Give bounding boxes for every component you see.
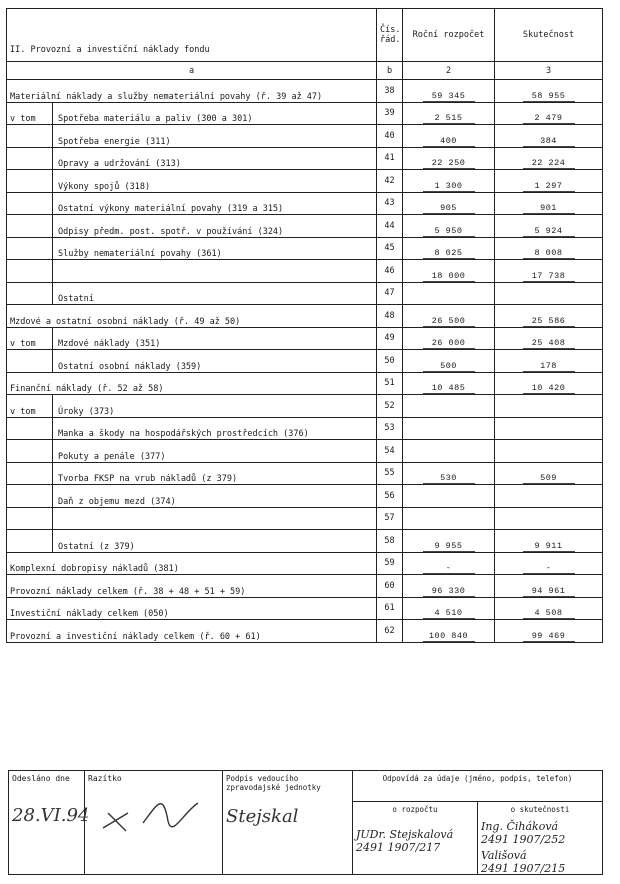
row-actual-value-cell (495, 597, 603, 620)
table-row (7, 125, 603, 148)
row-label: Spotřeba materiálu a paliv (300 a 301) (58, 114, 253, 124)
row-label-cell (7, 462, 377, 485)
table-row (7, 192, 603, 215)
row-number: 60 (377, 575, 403, 598)
table-row (7, 170, 603, 193)
row-label-cell (7, 305, 377, 328)
row-label-cell (7, 260, 377, 283)
row-actual-value: 384 (523, 136, 575, 147)
row-number: 44 (377, 215, 403, 238)
row-budget-value: 10 485 (423, 383, 475, 394)
row-actual-value-cell (495, 462, 603, 485)
section-title: II. Provozní a investiční náklady fondu (7, 9, 377, 62)
row-actual-value: 17 738 (523, 271, 575, 282)
row-budget-value-cell (403, 102, 495, 125)
row-number: 52 (377, 395, 403, 418)
row-budget-value: 22 250 (423, 158, 475, 169)
row-budget-value: 4 510 (423, 608, 475, 619)
row-prefix (7, 350, 53, 372)
row-budget-value-cell (403, 507, 495, 530)
row-label: Tvorba FKSP na vrub nákladů (z 379) (58, 474, 238, 484)
row-budget-value: 9 955 (423, 541, 475, 552)
table-row (7, 530, 603, 553)
row-label: Provozní a investiční náklady celkem (ř. 60 + 61) (10, 631, 261, 642)
row-number: 43 (377, 192, 403, 215)
row-budget-value-cell (403, 372, 495, 395)
row-actual-value-cell (495, 260, 603, 283)
row-actual-value: 509 (523, 473, 575, 484)
row-actual-value: 22 224 (523, 158, 575, 169)
row-label-cell (7, 372, 377, 395)
row-budget-value-cell (403, 350, 495, 373)
table-row (7, 215, 603, 238)
row-label: Mzdové a ostatní osobní náklady (ř. 49 až 50) (10, 316, 241, 327)
table-body (7, 80, 603, 643)
row-number: 47 (377, 282, 403, 305)
row-actual-value-cell (495, 80, 603, 103)
row-budget-value: 1 300 (423, 181, 475, 192)
row-label: Ostatní osobní náklady (359) (58, 361, 202, 372)
row-budget-value-cell (403, 125, 495, 148)
row-label-cell (7, 507, 377, 530)
table-row (7, 485, 603, 508)
table-row (7, 237, 603, 260)
row-label: Ostatní (58, 294, 94, 304)
row-budget-value-cell (403, 485, 495, 508)
table-row (7, 350, 603, 373)
row-budget-value: 59 345 (423, 91, 475, 102)
row-actual-value-cell (495, 327, 603, 350)
row-actual-value-cell (495, 417, 603, 440)
sent-date-label: Odesláno dne (12, 774, 70, 783)
row-label: Ostatní (z 379) (58, 541, 135, 552)
row-budget-value-cell (403, 327, 495, 350)
table-row (7, 395, 603, 418)
row-budget-value-cell (403, 417, 495, 440)
row-actual-value-cell (495, 237, 603, 260)
table-row (7, 372, 603, 395)
actual-responsible-phone: 2491 1907/252 (481, 833, 566, 846)
row-prefix (7, 530, 53, 552)
row-actual-value-cell (495, 485, 603, 508)
row-prefix (7, 418, 53, 440)
row-budget-value: 8 025 (423, 248, 475, 259)
actual-responsible-name-2: Vališová (481, 849, 527, 862)
row-actual-value: 94 961 (523, 586, 575, 597)
row-label-cell (7, 597, 377, 620)
row-actual-value-cell (495, 305, 603, 328)
row-label: Spotřeba energie (311) (58, 136, 171, 147)
row-prefix (7, 238, 53, 260)
row-number: 46 (377, 260, 403, 283)
sent-date-value: 28.VI.94 (12, 805, 90, 826)
row-actual-value-cell (495, 147, 603, 170)
row-prefix (7, 170, 53, 192)
row-number: 41 (377, 147, 403, 170)
row-budget-value-cell (403, 237, 495, 260)
row-budget-value-cell (403, 462, 495, 485)
budget-responsible-label: o rozpočtu (392, 805, 438, 814)
row-actual-value-cell (495, 215, 603, 238)
row-prefix (7, 440, 53, 462)
row-actual-value-cell (495, 575, 603, 598)
row-actual-value-cell (495, 440, 603, 463)
budget-responsible-phone: 2491 1907/217 (356, 841, 441, 854)
row-budget-value: 530 (423, 473, 475, 484)
row-budget-value: 500 (423, 361, 475, 372)
column-header-actual: Skutečnost (495, 9, 603, 62)
row-budget-value-cell (403, 597, 495, 620)
row-label-cell (7, 125, 377, 148)
column-letter-a: a (7, 62, 377, 80)
row-actual-value: 25 408 (523, 338, 575, 349)
row-actual-value-cell (495, 170, 603, 193)
row-label-cell (7, 485, 377, 508)
column-header-budget: Roční rozpočet (403, 9, 495, 62)
row-label: Služby nemateriální povahy (361) (58, 249, 222, 259)
row-number: 54 (377, 440, 403, 463)
table-row (7, 507, 603, 530)
row-actual-value: 99 469 (523, 631, 575, 642)
row-label-cell (7, 102, 377, 125)
row-actual-value-cell (495, 372, 603, 395)
row-budget-value-cell (403, 440, 495, 463)
cost-table (6, 8, 603, 643)
column-letter-b: b (377, 62, 403, 80)
actual-responsible-label: o skutečnosti (510, 805, 570, 814)
row-label: Investiční náklady celkem (050) (10, 609, 169, 619)
row-label-cell (7, 552, 377, 575)
column-letter-row (7, 62, 603, 80)
row-number: 62 (377, 620, 403, 643)
row-prefix (7, 260, 53, 282)
column-letter-2: 2 (403, 62, 495, 80)
responsible-cell (353, 771, 603, 875)
row-budget-value: - (423, 563, 475, 574)
row-actual-value-cell (495, 192, 603, 215)
row-budget-value: 100 840 (423, 631, 475, 642)
row-actual-value-cell (495, 507, 603, 530)
row-label: Mzdové náklady (351) (58, 339, 161, 349)
row-label: Daň z objemu mezd (374) (58, 496, 176, 507)
table-row (7, 440, 603, 463)
actual-responsible-name: Ing. Čiháková (481, 820, 559, 833)
table-row (7, 327, 603, 350)
head-signature-cell (223, 771, 353, 875)
row-actual-value: 901 (523, 203, 575, 214)
row-budget-value-cell (403, 215, 495, 238)
head-signature-label: Podpis vedoucího zpravodajské jednotky (226, 774, 321, 792)
row-number: 55 (377, 462, 403, 485)
row-actual-value-cell (495, 620, 603, 643)
row-prefix: v tom (7, 395, 53, 417)
row-actual-value: 10 420 (523, 383, 575, 394)
row-label: Úroky (373) (58, 406, 115, 417)
stamp-label: Razítko (88, 774, 122, 783)
table-row (7, 552, 603, 575)
table-row (7, 462, 603, 485)
actual-responsible-phone-2: 2491 1907/215 (481, 862, 566, 875)
row-number: 56 (377, 485, 403, 508)
row-actual-value-cell (495, 350, 603, 373)
row-prefix: v tom (7, 328, 53, 350)
row-number: 48 (377, 305, 403, 328)
row-label-cell (7, 350, 377, 373)
row-prefix (7, 193, 53, 215)
row-budget-value: 96 330 (423, 586, 475, 597)
row-budget-value: 905 (423, 203, 475, 214)
row-number: 38 (377, 80, 403, 103)
head-signature-value: Stejskal (226, 806, 299, 827)
row-prefix: v tom (7, 103, 53, 125)
row-actual-value: 2 479 (523, 113, 575, 124)
row-label-cell (7, 147, 377, 170)
row-number: 39 (377, 102, 403, 125)
row-number: 49 (377, 327, 403, 350)
stamp-scribble-icon (88, 783, 208, 843)
row-label: Odpisy předm. post. spotř. v používání (324) (58, 226, 284, 237)
row-actual-value-cell (495, 282, 603, 305)
sent-date-cell (9, 771, 90, 875)
row-label-cell (7, 620, 377, 643)
stamp-cell (85, 771, 223, 875)
row-label-cell (7, 237, 377, 260)
row-budget-value-cell (403, 575, 495, 598)
row-label-cell (7, 215, 377, 238)
row-actual-value: 1 297 (523, 181, 575, 192)
column-header-row-number: Čís. řád. (377, 9, 403, 62)
row-number: 42 (377, 170, 403, 193)
row-label: Finanční náklady (ř. 52 až 58) (10, 384, 164, 394)
row-budget-value: 26 500 (423, 316, 475, 327)
column-letter-3: 3 (495, 62, 603, 80)
row-prefix (7, 125, 53, 147)
row-budget-value: 2 515 (423, 113, 475, 124)
table-row (7, 597, 603, 620)
row-budget-value-cell (403, 170, 495, 193)
row-number: 57 (377, 507, 403, 530)
row-actual-value-cell (495, 552, 603, 575)
row-actual-value: 178 (523, 361, 575, 372)
table-header-row (7, 9, 603, 62)
row-actual-value: 9 911 (523, 541, 575, 552)
footer-table (8, 770, 603, 875)
row-label-cell (7, 282, 377, 305)
row-label: Manka a škody na hospodářských prostředcích (376) (58, 429, 309, 439)
table-row (7, 575, 603, 598)
row-number: 45 (377, 237, 403, 260)
row-actual-value: - (523, 563, 575, 574)
table-row (7, 282, 603, 305)
table-row (7, 620, 603, 643)
row-number: 58 (377, 530, 403, 553)
row-label: Opravy a udržování (313) (58, 159, 181, 169)
row-prefix (7, 508, 53, 530)
row-actual-value-cell (495, 530, 603, 553)
row-number: 51 (377, 372, 403, 395)
row-prefix (7, 215, 53, 237)
row-label-cell (7, 417, 377, 440)
responsible-label: Odpovídá za údaje (jméno, podpis, telefon) (353, 771, 602, 802)
row-label-cell (7, 575, 377, 598)
row-number: 40 (377, 125, 403, 148)
row-label: Pokuty a penále (377) (58, 451, 166, 462)
row-actual-value-cell (495, 125, 603, 148)
table-row (7, 80, 603, 103)
row-prefix (7, 283, 53, 305)
row-label-cell (7, 327, 377, 350)
row-label-cell (7, 395, 377, 418)
row-budget-value: 26 000 (423, 338, 475, 349)
row-actual-value: 8 008 (523, 248, 575, 259)
row-budget-value-cell (403, 305, 495, 328)
row-actual-value: 58 955 (523, 91, 575, 102)
budget-responsible-name: JUDr. Stejskalová (356, 828, 454, 841)
row-budget-value: 18 000 (423, 271, 475, 282)
row-budget-value-cell (403, 530, 495, 553)
row-budget-value: 5 950 (423, 226, 475, 237)
row-label-cell (7, 530, 377, 553)
row-label: Provozní náklady celkem (ř. 38 + 48 + 51 + 59) (10, 586, 246, 597)
row-label: Výkony spojů (318) (58, 181, 151, 192)
row-budget-value-cell (403, 260, 495, 283)
row-number: 61 (377, 597, 403, 620)
row-actual-value: 4 508 (523, 608, 575, 619)
table-row (7, 102, 603, 125)
row-budget-value-cell (403, 192, 495, 215)
row-budget-value-cell (403, 552, 495, 575)
row-number: 59 (377, 552, 403, 575)
table-row (7, 417, 603, 440)
table-row (7, 260, 603, 283)
row-actual-value: 5 924 (523, 226, 575, 237)
row-number: 50 (377, 350, 403, 373)
row-actual-value: 25 586 (523, 316, 575, 327)
row-prefix (7, 463, 53, 485)
row-label-cell (7, 192, 377, 215)
row-number: 53 (377, 417, 403, 440)
row-budget-value-cell (403, 147, 495, 170)
row-budget-value: 400 (423, 136, 475, 147)
row-label: Ostatní výkony materiální povahy (319 a 315) (58, 204, 284, 214)
row-actual-value-cell (495, 395, 603, 418)
row-prefix (7, 148, 53, 170)
row-actual-value-cell (495, 102, 603, 125)
row-label: Komplexní dobropisy nákladů (381) (10, 564, 179, 574)
table-row (7, 305, 603, 328)
row-label: Materiální náklady a služby nemateriální povahy (ř. 39 až 47) (10, 91, 323, 102)
row-budget-value-cell (403, 395, 495, 418)
table-row (7, 147, 603, 170)
row-label-cell (7, 80, 377, 103)
row-label-cell (7, 170, 377, 193)
row-budget-value-cell (403, 282, 495, 305)
row-prefix (7, 485, 53, 507)
row-label-cell (7, 440, 377, 463)
row-budget-value-cell (403, 80, 495, 103)
row-budget-value-cell (403, 620, 495, 643)
